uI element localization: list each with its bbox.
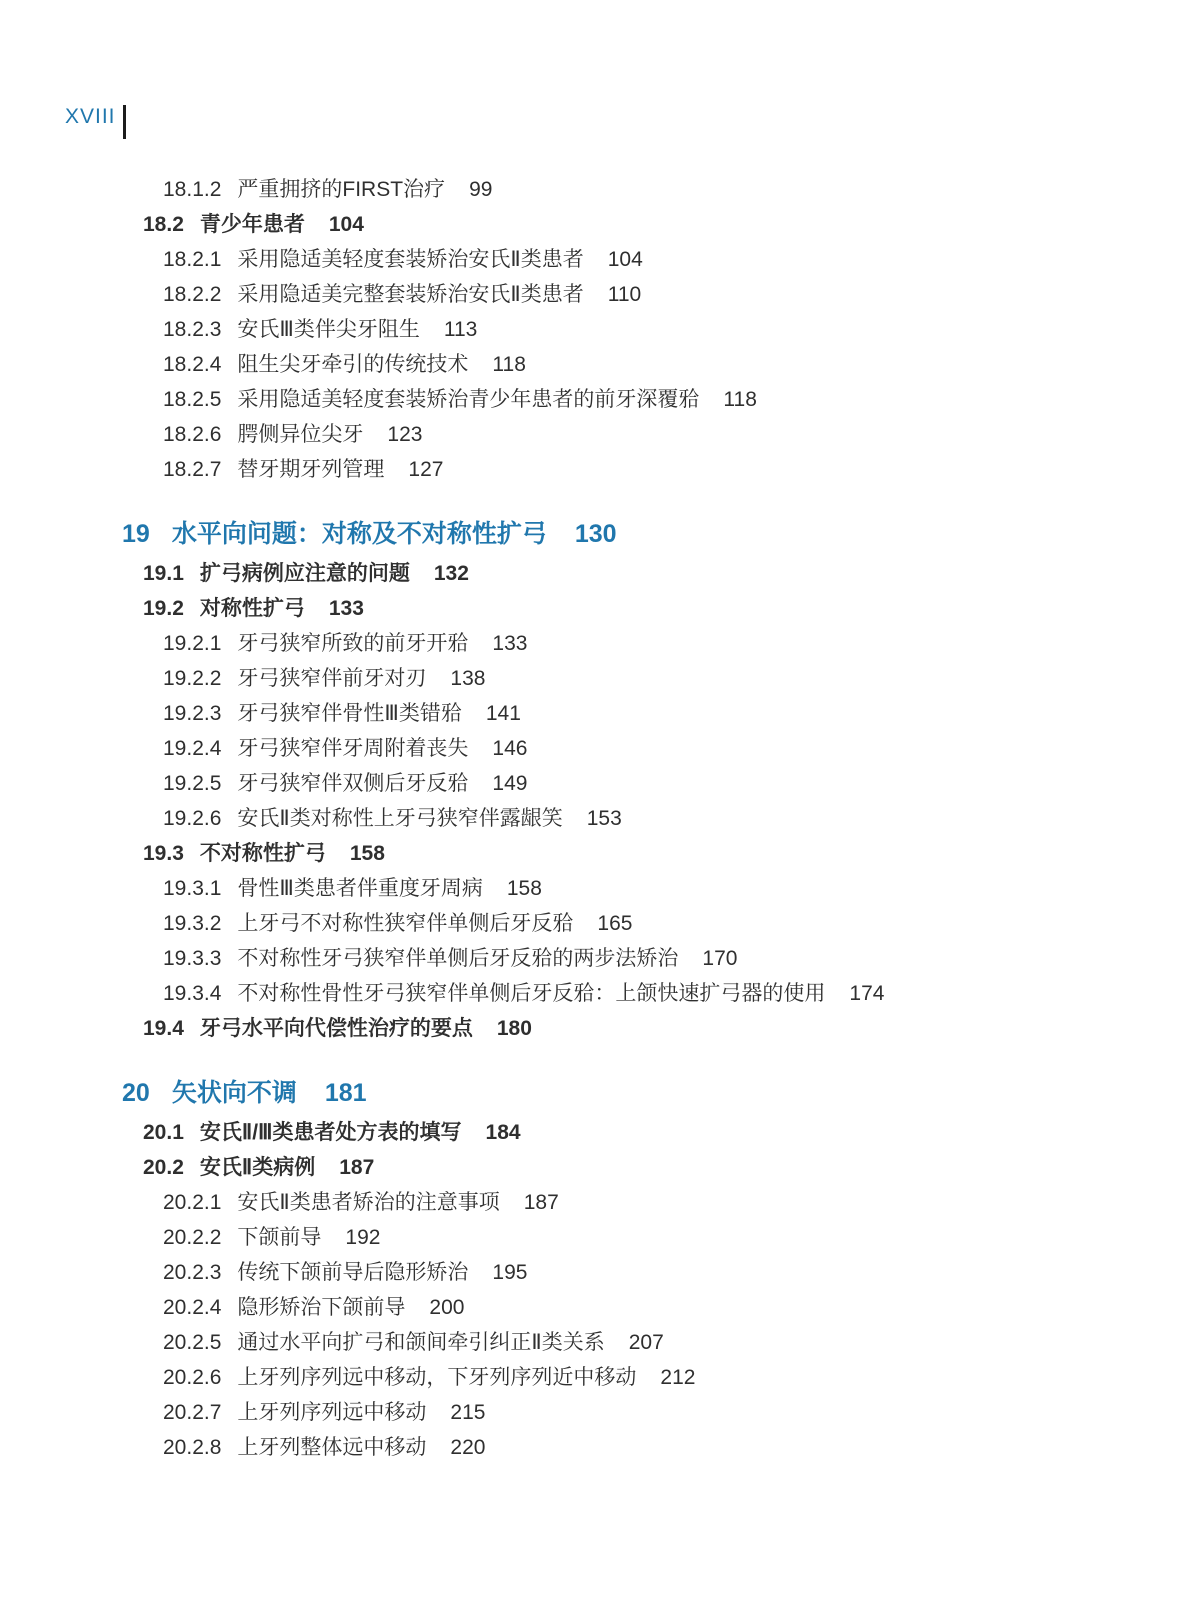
entry-page-number: 118 (723, 388, 757, 411)
entry-number: 19.1 (143, 562, 184, 585)
entry-page-number: 200 (429, 1296, 465, 1319)
entry-number: 20.2.4 (163, 1296, 222, 1319)
entry-number: 19.3.2 (163, 912, 222, 935)
entry-number: 19.3 (143, 842, 184, 865)
entry-number: 19.4 (143, 1017, 184, 1040)
entry-number: 19.2 (143, 597, 184, 620)
toc-entry (0, 976, 1187, 1011)
toc-entry (0, 1255, 1187, 1290)
entry-page-number: 170 (702, 947, 738, 970)
toc-entry (0, 1115, 1187, 1150)
entry-page-number: 158 (506, 877, 542, 900)
entry-page-number: 220 (450, 1436, 486, 1459)
entry-page-number: 158 (349, 842, 385, 865)
toc-entry (0, 1290, 1187, 1325)
toc-entry (0, 347, 1187, 382)
entry-number: 19.2.1 (163, 632, 222, 655)
entry-page-number: 165 (597, 912, 633, 935)
entry-page-number: 99 (469, 178, 493, 201)
toc-entry (0, 696, 1187, 731)
entry-title: 牙弓狭窄伴骨性Ⅲ类错𬌗 (237, 702, 462, 725)
entry-title: 青少年患者 (199, 213, 305, 236)
entry-page-number: 153 (586, 807, 622, 830)
entry-page-number: 184 (485, 1121, 521, 1144)
entry-page-number: 192 (345, 1226, 381, 1249)
toc-entry (0, 172, 1187, 207)
entry-number: 19.2.6 (163, 807, 222, 830)
entry-title: 水平向问题：对称及不对称性扩弓 (171, 520, 547, 548)
toc-chapter-heading (0, 517, 1187, 552)
toc-entry (0, 382, 1187, 417)
entry-number: 18.2.6 (163, 423, 222, 446)
entry-title: 牙弓狭窄伴牙周附着丧失 (237, 737, 469, 760)
entry-title: 牙弓狭窄伴前牙对刃 (237, 667, 427, 690)
entry-page-number: 215 (450, 1401, 486, 1424)
toc-entry (0, 207, 1187, 242)
entry-title: 牙弓狭窄所致的前牙开𬌗 (237, 632, 469, 655)
entry-title: 阻生尖牙牵引的传统技术 (237, 353, 469, 376)
entry-number: 20.2 (143, 1156, 184, 1179)
entry-title: 安氏Ⅱ类病例 (199, 1156, 316, 1179)
entry-title: 下颌前导 (237, 1226, 322, 1249)
entry-page-number: 207 (628, 1331, 664, 1354)
toc-entry (0, 801, 1187, 836)
entry-number: 19.3.4 (163, 982, 222, 1005)
entry-page-number: 130 (574, 520, 617, 548)
entry-title: 不对称性扩弓 (199, 842, 326, 865)
toc-entry (0, 871, 1187, 906)
entry-page-number: 113 (443, 318, 478, 341)
toc-entry (0, 1220, 1187, 1255)
page-header (65, 106, 126, 139)
toc (0, 172, 1187, 1465)
entry-number: 20.2.1 (163, 1191, 222, 1214)
entry-title: 对称性扩弓 (199, 597, 305, 620)
toc-entry (0, 941, 1187, 976)
entry-number: 19.3.3 (163, 947, 222, 970)
toc-entry (0, 242, 1187, 277)
toc-entry (0, 731, 1187, 766)
toc-entry (0, 277, 1187, 312)
entry-title: 不对称性骨性牙弓狭窄伴单侧后牙反𬌗：上颌快速扩弓器的使用 (237, 982, 826, 1005)
entry-page-number: 133 (328, 597, 364, 620)
entry-page-number: 149 (492, 772, 528, 795)
entry-title: 牙弓狭窄伴双侧后牙反𬌗 (237, 772, 469, 795)
entry-title: 采用隐适美轻度套装矫治安氏Ⅱ类患者 (237, 248, 584, 271)
entry-number: 18.2.1 (163, 248, 222, 271)
entry-title: 上牙列序列远中移动，下牙列序列近中移动 (237, 1366, 637, 1389)
toc-entry (0, 1325, 1187, 1360)
toc-entry (0, 556, 1187, 591)
entry-number: 19.2.5 (163, 772, 222, 795)
toc-entry (0, 836, 1187, 871)
toc-entry (0, 591, 1187, 626)
entry-title: 安氏Ⅱ类患者矫治的注意事项 (237, 1191, 500, 1214)
entry-number: 19.2.4 (163, 737, 222, 760)
toc-entry (0, 452, 1187, 487)
entry-page-number: 104 (328, 213, 364, 236)
toc-entry (0, 906, 1187, 941)
entry-number: 20.2.7 (163, 1401, 222, 1424)
entry-page-number: 195 (492, 1261, 528, 1284)
entry-page-number: 127 (408, 458, 444, 481)
entry-page-number: 118 (492, 353, 526, 376)
toc-entry (0, 626, 1187, 661)
entry-title: 矢状向不调 (171, 1079, 297, 1107)
entry-page-number: 187 (339, 1156, 375, 1179)
entry-number: 20 (122, 1079, 150, 1107)
entry-title: 安氏Ⅱ/Ⅲ类患者处方表的填写 (199, 1121, 462, 1144)
entry-number: 18.2.4 (163, 353, 222, 376)
entry-number: 18.2.3 (163, 318, 222, 341)
entry-page-number: 180 (496, 1017, 532, 1040)
entry-number: 18.1.2 (163, 178, 222, 201)
entry-number: 20.2.2 (163, 1226, 222, 1249)
entry-page-number: 174 (849, 982, 885, 1005)
entry-page-number: 181 (324, 1079, 367, 1107)
entry-number: 19.3.1 (163, 877, 222, 900)
entry-page-number: 110 (607, 283, 642, 306)
toc-entry (0, 661, 1187, 696)
entry-title: 采用隐适美轻度套装矫治青少年患者的前牙深覆𬌗 (237, 388, 700, 411)
entry-title: 上牙弓不对称性狭窄伴单侧后牙反𬌗 (237, 912, 574, 935)
entry-number: 20.2.6 (163, 1366, 222, 1389)
entry-title: 通过水平向扩弓和颌间牵引纠正Ⅱ类关系 (237, 1331, 605, 1354)
entry-title: 扩弓病例应注意的问题 (199, 562, 410, 585)
entry-title: 上牙列整体远中移动 (237, 1436, 427, 1459)
toc-entry (0, 1150, 1187, 1185)
entry-number: 19.2.3 (163, 702, 222, 725)
entry-title: 上牙列序列远中移动 (237, 1401, 427, 1424)
entry-title: 替牙期牙列管理 (237, 458, 385, 481)
entry-page-number: 133 (492, 632, 528, 655)
folio-divider-rule (123, 105, 126, 139)
entry-title: 隐形矫治下颌前导 (237, 1296, 406, 1319)
entry-title: 安氏Ⅱ类对称性上牙弓狭窄伴露龈笑 (237, 807, 563, 830)
entry-page-number: 123 (387, 423, 423, 446)
entry-number: 19 (122, 520, 150, 548)
entry-title: 牙弓水平向代偿性治疗的要点 (199, 1017, 473, 1040)
entry-page-number: 141 (485, 702, 521, 725)
entry-title: 腭侧异位尖牙 (237, 423, 364, 446)
toc-entry (0, 1395, 1187, 1430)
entry-page-number: 187 (523, 1191, 559, 1214)
entry-number: 19.2.2 (163, 667, 222, 690)
entry-title: 安氏Ⅲ类伴尖牙阻生 (237, 318, 420, 341)
entry-number: 20.1 (143, 1121, 184, 1144)
entry-page-number: 212 (660, 1366, 696, 1389)
toc-entry (0, 417, 1187, 452)
entry-number: 18.2.7 (163, 458, 222, 481)
entry-number: 18.2 (143, 213, 184, 236)
entry-number: 20.2.3 (163, 1261, 222, 1284)
entry-page-number: 132 (433, 562, 469, 585)
entry-title: 传统下颌前导后隐形矫治 (237, 1261, 469, 1284)
entry-title: 严重拥挤的FIRST治疗 (237, 178, 446, 201)
entry-number: 18.2.5 (163, 388, 222, 411)
toc-chapter-heading (0, 1076, 1187, 1111)
entry-page-number: 104 (607, 248, 643, 271)
entry-title: 采用隐适美完整套装矫治安氏Ⅱ类患者 (237, 283, 584, 306)
entry-title: 不对称性牙弓狭窄伴单侧后牙反𬌗的两步法矫治 (237, 947, 679, 970)
toc-entry (0, 766, 1187, 801)
toc-entry (0, 1360, 1187, 1395)
entry-number: 18.2.2 (163, 283, 222, 306)
entry-number: 20.2.5 (163, 1331, 222, 1354)
entry-title: 骨性Ⅲ类患者伴重度牙周病 (237, 877, 483, 900)
toc-entry (0, 312, 1187, 347)
toc-entry (0, 1430, 1187, 1465)
entry-page-number: 138 (450, 667, 486, 690)
entry-page-number: 146 (492, 737, 528, 760)
page-folio: XVIII (65, 105, 116, 128)
toc-entry (0, 1011, 1187, 1046)
toc-entry (0, 1185, 1187, 1220)
entry-number: 20.2.8 (163, 1436, 222, 1459)
